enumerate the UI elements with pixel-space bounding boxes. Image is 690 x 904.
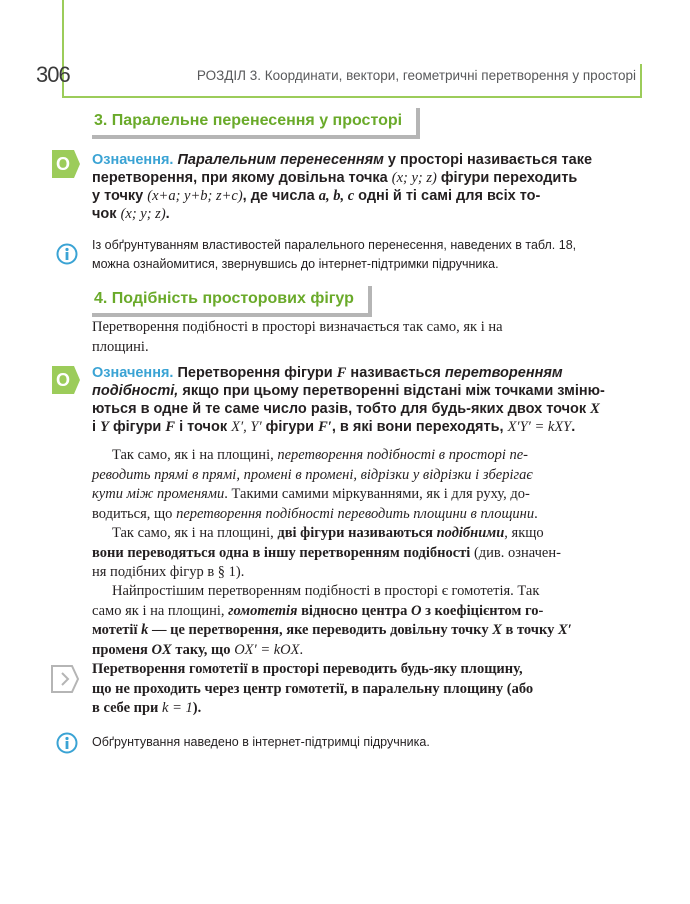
term: гомотетія	[228, 602, 298, 619]
text: фігури переходить	[436, 170, 578, 186]
text: що не проходить через центр гомотетії, в паралельну площину (або	[92, 680, 534, 697]
formula: F	[336, 365, 347, 381]
text: ються в одне й те саме число разів, тобто для будь-яких двох точок	[92, 401, 591, 417]
info-icon	[56, 243, 78, 265]
page-header	[36, 62, 656, 92]
bold-text: з коефіцієнтом го-	[421, 602, 544, 619]
formula: Y	[100, 419, 109, 435]
text: .	[165, 206, 170, 222]
definition-similarity	[92, 364, 640, 436]
section-3-heading	[92, 108, 420, 139]
svg-text:O: O	[55, 154, 71, 174]
text: і	[92, 419, 101, 435]
formula: X	[492, 622, 502, 638]
frame-top-line	[62, 96, 642, 98]
text: Так само, як і на площині,	[112, 447, 278, 463]
section-4-heading	[92, 286, 372, 317]
text: називається	[346, 365, 445, 381]
term: Паралельним перенесенням	[177, 152, 384, 168]
formula: F′	[318, 419, 332, 435]
page-number: 306	[36, 62, 70, 87]
formula: OX′ = kOX	[234, 641, 300, 658]
formula: F	[165, 419, 176, 435]
paragraph-similar-figures	[92, 524, 640, 583]
text: Перетворення фігури	[177, 365, 337, 381]
paragraph-homothety	[92, 582, 640, 660]
text: фігури	[261, 419, 319, 435]
text: .	[571, 419, 576, 435]
info-line: Із обґрунтуванням властивостей паралельного перенесення, наведених в табл. 18,	[92, 238, 577, 252]
paragraph-similarity-properties	[92, 446, 640, 524]
definition-label: Означення.	[92, 152, 174, 168]
term: подібними	[436, 525, 505, 541]
definition-label: Означення.	[92, 365, 174, 381]
formula: (x; y; z)	[391, 170, 437, 186]
info-line: Обґрунтування наведено в інтернет-підтримці підручника.	[92, 735, 430, 749]
formula: (x+a; y+b; z+c)	[147, 188, 243, 204]
emphasis: перетворення подібності переводить площини в площини	[176, 505, 535, 522]
definition-icon	[52, 150, 80, 178]
formula: k = 1	[162, 700, 193, 716]
text: .	[299, 641, 304, 658]
theorem-icon	[50, 664, 80, 694]
definition-icon	[52, 366, 80, 394]
formula: OX	[151, 641, 172, 658]
bold-text: відносно центра	[297, 602, 411, 619]
text: в себе при	[92, 700, 163, 716]
definition-parallel-translation	[92, 151, 640, 223]
text: .	[534, 505, 538, 522]
text: само як і на площині,	[92, 602, 229, 619]
theorem-homothety-planes	[92, 660, 640, 719]
text: Так само, як і на площині,	[112, 525, 278, 541]
info-line: можна ознайомитися, звернувшись до інтернет-підтримки підручника.	[92, 257, 499, 271]
bold-text: променя	[92, 641, 152, 658]
formula: X′	[557, 622, 572, 638]
text: у просторі називається таке	[383, 152, 593, 168]
bold-text: — це перетворення, яке переводить довільну точку	[148, 622, 493, 638]
formula: X′, Y′	[231, 419, 262, 435]
formula: X	[590, 401, 600, 417]
info-note-parallel	[92, 236, 642, 274]
emphasis: перетворення подібності в просторі пе-	[277, 447, 529, 463]
term: перетворенням	[444, 365, 563, 381]
text: ня подібних фігур в § 1).	[92, 564, 245, 580]
text: якщо при цьому перетворенні відстані між точками зміню-	[178, 383, 605, 399]
text: (див. означен-	[470, 544, 561, 561]
formula: O	[410, 602, 422, 619]
text: у точку	[92, 188, 148, 204]
text: перетворення, при якому довільна точка	[92, 170, 392, 186]
text: водиться, що	[92, 505, 177, 522]
text: , якщо	[504, 525, 544, 541]
text: ).	[192, 700, 202, 716]
info-icon	[56, 732, 78, 754]
formula: X′Y′ = kXY	[507, 419, 572, 435]
bold-text: таку, що	[171, 641, 235, 658]
text: Перетворення гомотетії в просторі переводить будь-яку площину,	[92, 661, 523, 677]
text: одні й ті самі для всіх то-	[354, 188, 541, 204]
text-line: площині.	[92, 338, 149, 355]
info-note-homothety	[92, 733, 642, 752]
intro-paragraph	[92, 318, 640, 357]
section-4-title: 4. Подібність просторових фігур	[94, 290, 354, 307]
svg-text:O: O	[55, 370, 71, 390]
text: чок	[92, 206, 121, 222]
bold-text: вони переводяться одна в іншу перетворенням подібності	[92, 544, 471, 561]
text: Найпростішим перетворенням подібності в просторі є гомотетія. Так	[112, 583, 540, 599]
text-line: Перетворення подібності в просторі визначається так само, як і на	[92, 319, 503, 335]
text: і точок	[175, 419, 232, 435]
emphasis: реводить прямі в прямі, промені в промені, відрізки у відрізки і зберігає	[92, 466, 533, 483]
bold-text: в точку	[501, 622, 558, 638]
text: , в які вони переходять,	[331, 419, 508, 435]
text: . Такими самими міркуваннями, як і для руху, до-	[224, 486, 530, 502]
term: подібності,	[92, 383, 179, 399]
text: фігури	[108, 419, 166, 435]
bold-text: мотетії	[92, 622, 142, 638]
formula: a, b, c	[318, 188, 355, 204]
formula: (x; y; z)	[120, 206, 166, 222]
bold-text: дві фігури називаються	[277, 525, 437, 541]
section-3-title: 3. Паралельне перенесення у просторі	[94, 112, 403, 129]
running-title: РОЗДІЛ 3. Координати, вектори, геометричні перетворення у просторі	[196, 68, 636, 83]
text: , де числа	[242, 188, 319, 204]
emphasis: кути між променями	[92, 486, 225, 502]
formula: k	[141, 622, 149, 638]
